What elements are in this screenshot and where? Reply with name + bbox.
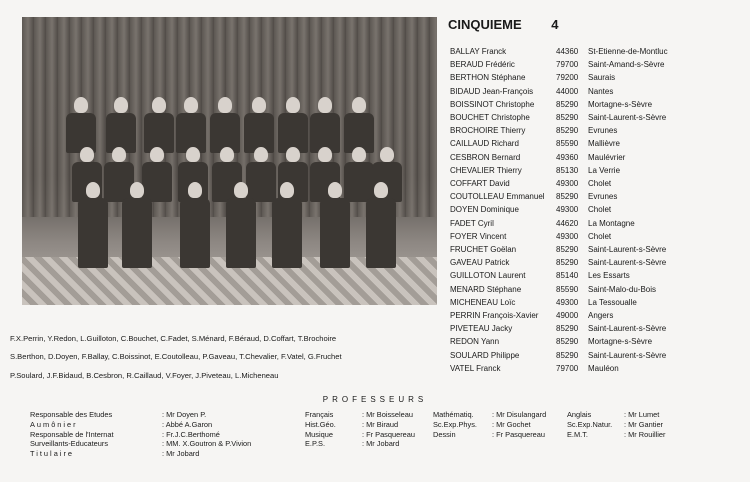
student-name: BERAUD Frédéric [450, 60, 515, 70]
postal-code: 49300 [556, 179, 579, 189]
caption-row-2: S.Berthon, D.Doyen, F.Ballay, C.Boissinot, E.Coutolleau, P.Gaveau, T.Chevalier, F.Vatel, G.Fruchet [10, 352, 342, 361]
student-town: La Montagne [588, 218, 635, 228]
student-town: St-Etienne-de-Montluc [588, 47, 668, 56]
postal-code: 85590 [556, 284, 579, 294]
student-name: SOULARD Philippe [450, 350, 520, 360]
student-row [450, 349, 738, 362]
postal-code: 85290 [556, 192, 579, 202]
student-row [450, 151, 738, 164]
teacher: : Mr Lumet [624, 410, 660, 419]
postal-code: 85290 [556, 126, 579, 136]
caption-row-1: F.X.Perrin, Y.Redon, L.Guilloton, C.Bouchet, C.Fadet, S.Ménard, F.Béraud, D.Coffart, T.Brochoire [10, 334, 337, 343]
student-town: Saint-Laurent-s-Sèvre [588, 113, 667, 123]
student-figure-head [218, 97, 232, 113]
postal-code: 44000 [556, 86, 579, 96]
student-town: Angers [588, 311, 614, 321]
student-row [450, 269, 738, 282]
student-name: COUTOLLEAU Emmanuel [450, 192, 545, 202]
student-figure-head [152, 97, 166, 113]
postal-code: 79700 [556, 60, 579, 70]
teacher: : Mr Boisseleau [362, 410, 413, 419]
student-town: Saint-Laurent-s-Sèvre [588, 350, 667, 360]
student-row [450, 85, 738, 98]
student-town: Cholet [588, 231, 612, 241]
role: Responsable de l'Internat [30, 429, 114, 439]
teacher: : Fr Pasquereau [492, 429, 545, 439]
student-town: Evrunes [588, 192, 618, 202]
student-figure-body [272, 198, 302, 268]
person: : Mr Jobard [162, 449, 200, 459]
student-name: BOISSINOT Christophe [450, 99, 535, 109]
class-name: CINQUIEME [448, 17, 522, 32]
student-figure-body [246, 162, 276, 202]
student-row [450, 243, 738, 256]
student-figure-body [366, 198, 396, 268]
student-town: Nantes [588, 86, 614, 96]
student-row [450, 283, 738, 296]
student-name: CESBRON Bernard [450, 152, 521, 162]
student-name: REDON Yann [450, 337, 500, 347]
student-row [450, 111, 738, 124]
student-row [450, 230, 738, 243]
subject: Mathématiq. [433, 410, 474, 419]
student-town: Mortagne-s-Sèvre [588, 99, 653, 109]
student-list [450, 45, 738, 375]
student-row [450, 296, 738, 309]
student-row [450, 309, 738, 322]
student-name: BROCHOIRE Thierry [450, 126, 526, 136]
postal-code: 85290 [556, 324, 579, 334]
student-row [450, 203, 738, 216]
role: Aumônier [30, 419, 78, 429]
student-row [450, 362, 738, 375]
student-name: BERTHON Stéphane [450, 73, 526, 83]
student-name: CHEVALIER Thierry [450, 165, 522, 175]
student-figure-head [86, 182, 100, 198]
student-figure-head [74, 97, 88, 113]
role: Surveillants-Educateurs [30, 439, 109, 449]
teacher: : Mr Gantier [624, 419, 664, 429]
class-photo [22, 17, 437, 305]
student-name: FRUCHET Goëlan [450, 245, 517, 255]
student-figure-body [104, 162, 134, 202]
student-row [450, 164, 738, 177]
subjects-col-3 [567, 410, 625, 439]
student-name: BIDAUD Jean-François [450, 86, 534, 96]
student-figure-head [280, 182, 294, 198]
postal-code: 49300 [556, 297, 579, 307]
postal-code: 49300 [556, 231, 579, 241]
student-town: La Verrie [588, 165, 621, 175]
student-row [450, 217, 738, 230]
student-name: CAILLAUD Richard [450, 139, 519, 149]
student-town: Saint-Laurent-s-Sèvre [588, 258, 667, 268]
postal-code: 49360 [556, 152, 579, 162]
postal-code: 85290 [556, 258, 579, 268]
postal-code: 44360 [556, 47, 579, 56]
professeurs-heading: PROFESSEURS [322, 395, 428, 404]
student-figure-body [122, 198, 152, 268]
student-name: MICHENEAU Loïc [450, 297, 516, 307]
student-figure-head [114, 97, 128, 113]
student-town: Cholet [588, 179, 612, 189]
teacher: : Mr Gochet [492, 419, 531, 429]
student-town: Maulévrier [588, 152, 626, 162]
student-name: VATEL Franck [450, 363, 501, 373]
student-town: Mauléon [588, 363, 619, 373]
role: Titulaire [30, 449, 75, 459]
student-town: Cholet [588, 205, 612, 215]
student-row [450, 137, 738, 150]
student-figure-head [352, 147, 366, 162]
role: Responsable des Etudes [30, 410, 113, 419]
student-name: MENARD Stéphane [450, 284, 522, 294]
subject: Français [305, 410, 334, 419]
postal-code: 85130 [556, 165, 579, 175]
subjects-col-1 [305, 410, 365, 449]
student-row [450, 322, 738, 335]
class-number: 4 [551, 17, 559, 32]
student-row [450, 335, 738, 348]
student-figure-head [184, 97, 198, 113]
student-town: Mortagne-s-Sèvre [588, 337, 653, 347]
student-figure-head [328, 182, 342, 198]
student-town: Saint-Laurent-s-Sèvre [588, 324, 667, 334]
student-figure-head [254, 147, 268, 162]
subject: Anglais [567, 410, 592, 419]
student-figure-head [318, 97, 332, 113]
student-town: Evrunes [588, 126, 618, 136]
subject: E.M.T. [567, 429, 588, 439]
person: : Mr Doyen P. [162, 410, 207, 419]
student-name: GUILLOTON Laurent [450, 271, 526, 281]
student-row [450, 45, 738, 58]
student-figure-head [286, 147, 300, 162]
postal-code: 85290 [556, 99, 579, 109]
student-figure-head [130, 182, 144, 198]
student-name: GAVEAU Patrick [450, 258, 510, 268]
student-figure-head [374, 182, 388, 198]
teacher: : Fr Pasquereau [362, 429, 415, 439]
teacher: : Mr Jobard [362, 439, 400, 449]
student-row [450, 190, 738, 203]
postal-code: 49000 [556, 311, 579, 321]
student-row [450, 58, 738, 71]
person: : Abbé A.Garon [162, 419, 213, 429]
postal-code: 79200 [556, 73, 579, 83]
staff-persons [162, 410, 302, 459]
student-figure-body [78, 198, 108, 268]
student-name: COFFART David [450, 179, 510, 189]
student-town: Saint-Amand-s-Sèvre [588, 60, 665, 70]
student-figure-head [220, 147, 234, 162]
student-figure-head [352, 97, 366, 113]
student-row [450, 124, 738, 137]
student-figure-head [286, 97, 300, 113]
caption-row-3: P.Soulard, J.F.Bidaud, B.Cesbron, R.Caillaud, V.Foyer, J.Piveteau, L.Micheneau [10, 371, 279, 380]
subject: Musique [305, 429, 333, 439]
student-figure-head [188, 182, 202, 198]
student-figure-head [150, 147, 164, 162]
page-title [448, 17, 559, 32]
student-name: DOYEN Dominique [450, 205, 519, 215]
student-town: Saurais [588, 73, 616, 83]
student-figure-body [180, 198, 210, 268]
student-figure-body [226, 198, 256, 268]
student-figure-head [252, 97, 266, 113]
student-town: Les Essarts [588, 271, 630, 281]
subjects-col-2 [433, 410, 493, 439]
student-name: BOUCHET Christophe [450, 113, 530, 123]
student-name: FADET Cyril [450, 218, 494, 228]
student-town: Saint-Laurent-s-Sèvre [588, 245, 667, 255]
student-name: FOYER Vincent [450, 231, 507, 241]
postal-code: 49300 [556, 205, 579, 215]
teacher: : Mr Biraud [362, 419, 399, 429]
postal-code: 85290 [556, 350, 579, 360]
postal-code: 79700 [556, 363, 579, 373]
teachers-col-2 [492, 410, 568, 439]
postal-code: 85140 [556, 271, 579, 281]
student-figure-head [380, 147, 394, 162]
student-town: Saint-Malo-du-Bois [588, 284, 657, 294]
student-town: Mallièvre [588, 139, 621, 149]
person: : Fr.J.C.Berthomé [162, 429, 220, 439]
teacher: : Mr Disulangard [492, 410, 547, 419]
postal-code: 44620 [556, 218, 579, 228]
student-figure-head [318, 147, 332, 162]
student-row [450, 98, 738, 111]
postal-code: 85290 [556, 337, 579, 347]
student-town: La Tessoualle [588, 297, 637, 307]
student-figure-head [80, 147, 94, 162]
student-row [450, 177, 738, 190]
student-figure-head [234, 182, 248, 198]
subject: Sc.Exp.Natur. [567, 419, 613, 429]
postal-code: 85290 [556, 245, 579, 255]
student-row [450, 256, 738, 269]
postal-code: 85290 [556, 113, 579, 123]
student-figure-body [66, 113, 96, 153]
subject: E.P.S. [305, 439, 325, 449]
subject: Hist.Géo. [305, 419, 336, 429]
student-name: PERRIN François-Xavier [450, 311, 539, 321]
subject: Dessin [433, 429, 456, 439]
subject: Sc.Exp.Phys. [433, 419, 477, 429]
postal-code: 85590 [556, 139, 579, 149]
staff-roles [30, 410, 160, 459]
student-figure-head [186, 147, 200, 162]
student-figure-body [142, 162, 172, 202]
person: : MM. X.Goutron & P.Vivion [162, 439, 252, 449]
student-figure-head [112, 147, 126, 162]
teachers-col-1 [362, 410, 434, 449]
teacher: : Mr Rouillier [624, 429, 666, 439]
teachers-col-3 [624, 410, 700, 439]
student-figure-body [344, 162, 374, 202]
student-name: PIVETEAU Jacky [450, 324, 513, 334]
student-name: BALLAY Franck [450, 47, 507, 56]
student-row [450, 71, 738, 84]
student-figure-body [320, 198, 350, 268]
